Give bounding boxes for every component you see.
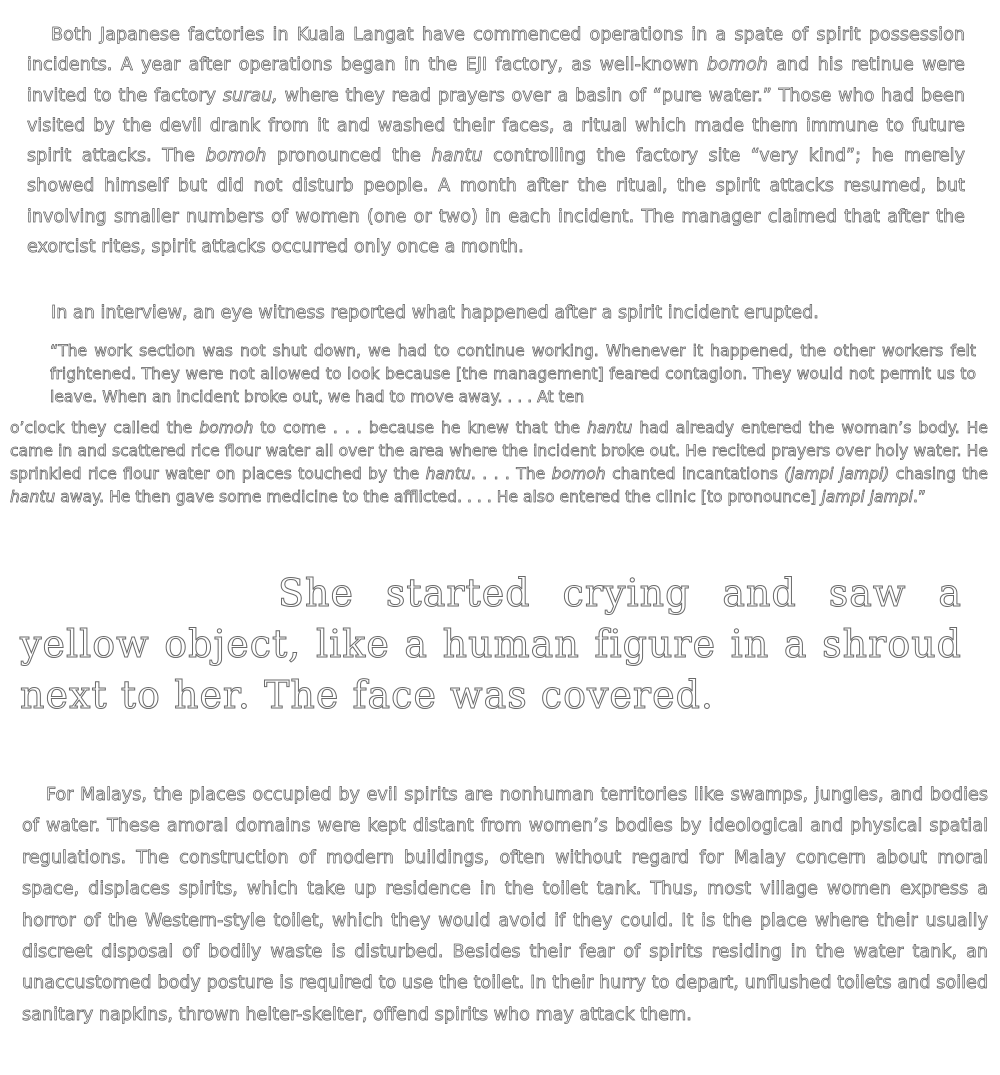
italic-term-hantu: hantu <box>10 488 56 506</box>
quote-text-i: .” <box>912 488 926 506</box>
italic-term-bomoh: bomoh <box>551 465 606 483</box>
paragraph-1-text-b: and his retinue were invited to the factory <box>27 55 965 106</box>
block-quote <box>10 340 988 540</box>
body-paragraph-3 <box>22 780 988 1031</box>
pull-quote <box>20 568 962 721</box>
block-quote-part-1 <box>50 340 976 409</box>
paragraph-1-text-e: controlling the factory site “very kind”; he merely showed himself but did not disturb people. A month after the ritual, the spirit attacks resumed, but involving smaller numbers of women (one or two) in each incident. The manager claimed that after the exorcist rites, spirit attacks occurred only once a month. <box>27 146 965 258</box>
paragraph-3-text: For Malays, the places occupied by evil spirits are nonhuman territories like swamps, jungles, and bodies of water. These amoral domains were kept distant from women’s bodies by ideological and physical spatial regulations. The construction of modern buildings, often without regard for Malay concern about moral space, displaces spirits, which take up residence in the toilet tank. Thus, most village women express a horror of the Western-style toilet, which they would avoid if they could. It is the place where their usually discreet disposal of bodily waste is disturbed. Besides their fear of spirits residing in the water tank, an unaccustomed body posture is required to use the toilet. In their hurry to depart, unflushed toilets and soiled sanitary napkins, thrown helter-skelter, offend spirits who may attack them. <box>22 785 988 1025</box>
quote-text-b: o’clock they called the <box>10 419 200 437</box>
italic-term-jampi-jampi: jampi jampi <box>821 488 913 506</box>
quote-text-d: had already entered the woman’s body. He came in and scattered rice flour water all over the area where the incident broke out. He recited prayers over holy water. He sprinkled rice flour water on places touched by the <box>10 419 988 483</box>
italic-term-bomoh: bomoh <box>706 55 768 76</box>
pull-quote-text: She started crying and saw a yellow object, like a human figure in a shroud next to her. The face was covered. <box>20 571 962 717</box>
quote-text-g: chasing the <box>889 465 988 483</box>
italic-term-jampi-jampi: (jampi jampi) <box>784 465 890 483</box>
body-paragraph-2 <box>27 298 965 328</box>
italic-term-bomoh: bomoh <box>205 146 267 167</box>
quote-text-e: . . . . The <box>470 465 552 483</box>
paragraph-2-text: In an interview, an eye witness reported what happened after a spirit incident erupted. <box>51 303 819 323</box>
paragraph-1-text-c: where they read prayers over a basin of “pure water.” Those who had been visited by the devil drank from it and washed their faces, a ritual which made them immune to future spirit attacks. The <box>27 85 965 167</box>
paragraph-1-text-a: Both Japanese factories in Kuala Langat have commenced operations in a spate of spirit possession incidents. A year after operations began in the EJI factory, as well-known <box>27 25 965 76</box>
quote-text-f: chanted incantations <box>605 465 785 483</box>
paragraph-1-text-d: pronounced the <box>266 146 432 167</box>
block-quote-part-2 <box>10 417 988 509</box>
italic-term-surau: surau, <box>222 85 278 106</box>
quote-text-a: “The work section was not shut down, we had to continue working. Whenever it happened, the other workers felt frightened. They were not allowed to look because [the management] feared contagion. They would not permit us to leave. When an incident broke out, we had to move away. . . . At ten <box>50 342 976 406</box>
quote-text-c: to come . . . because he knew that the <box>253 419 588 437</box>
body-paragraph-1 <box>27 20 965 262</box>
italic-term-bomoh: bomoh <box>199 419 254 437</box>
italic-term-hantu: hantu <box>425 465 471 483</box>
quote-text-h: away. He then gave some medicine to the afflicted. . . . He also entered the clinic [to pronounce] <box>55 488 822 506</box>
italic-term-hantu: hantu <box>587 419 633 437</box>
italic-term-hantu: hantu <box>431 146 483 167</box>
